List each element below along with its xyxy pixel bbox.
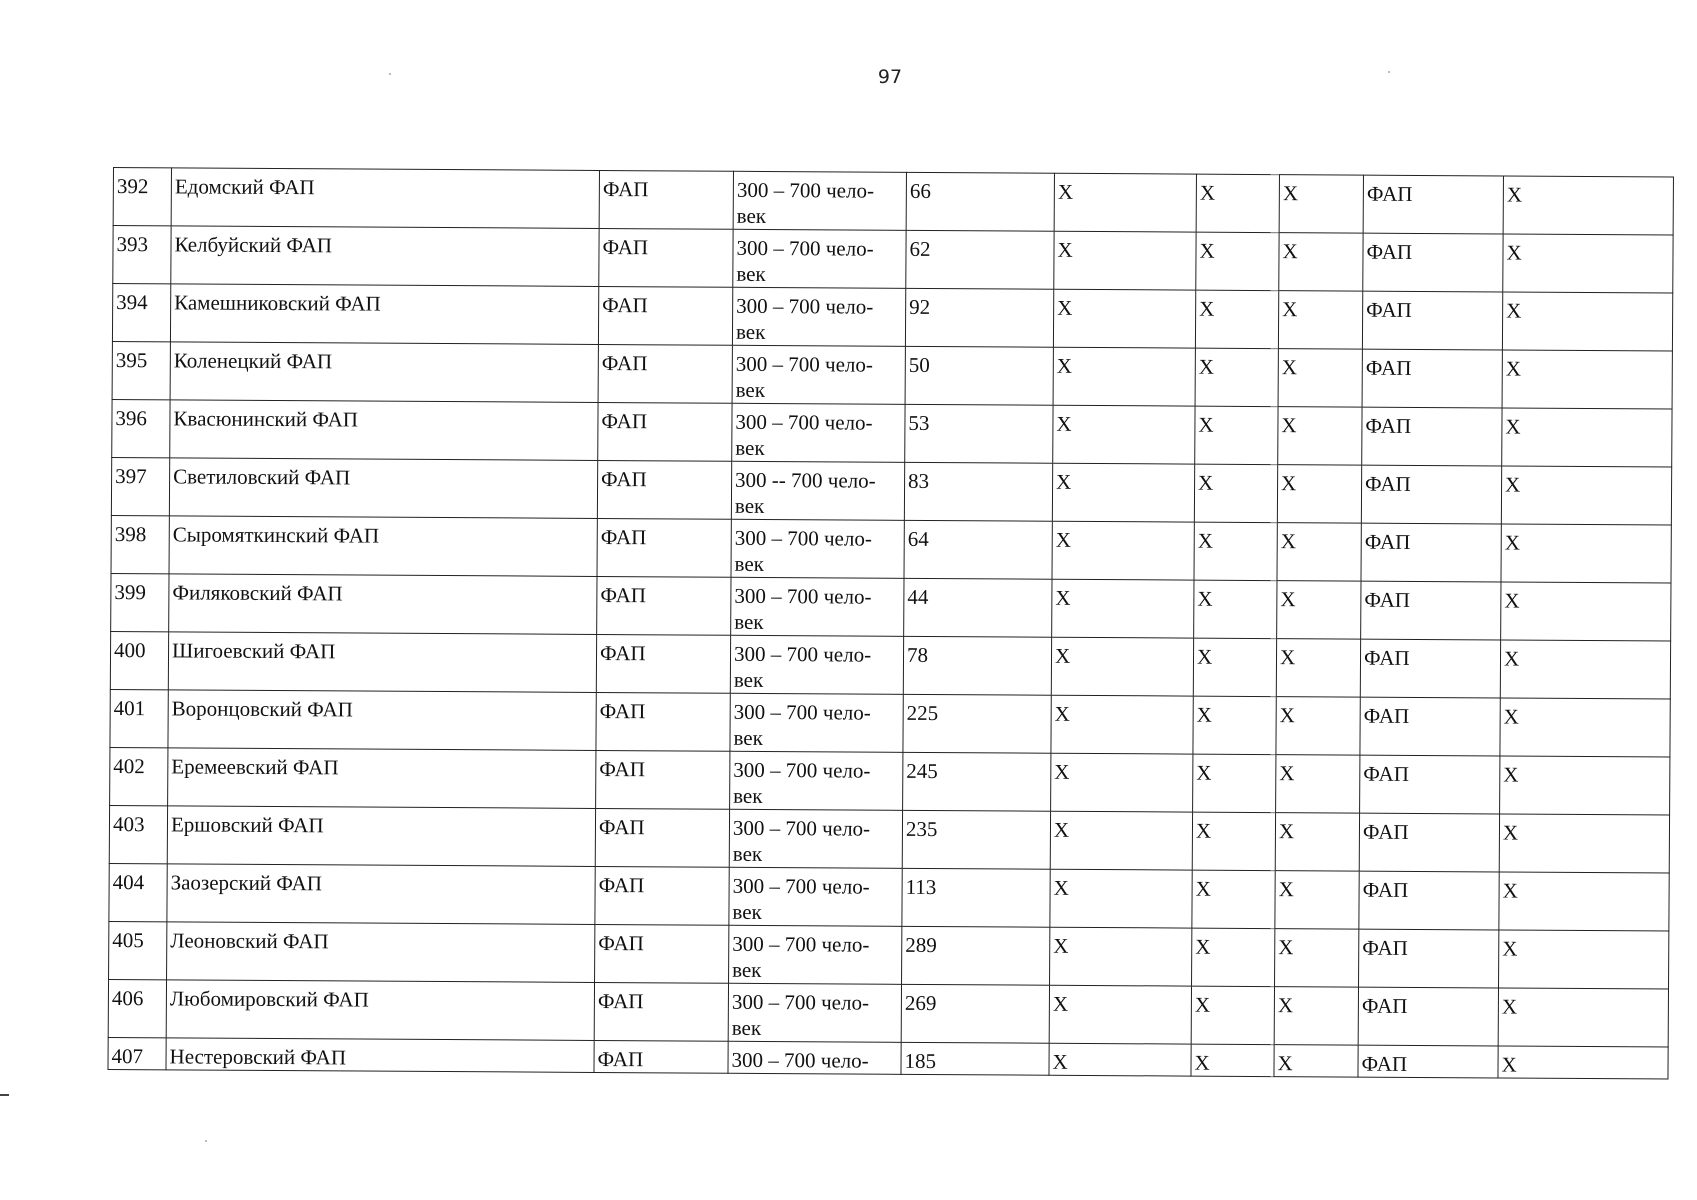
cell-x-4: X — [1501, 582, 1671, 641]
cell-x-1: X — [1053, 405, 1195, 464]
population-range: 300 – 700 чело-век — [733, 171, 906, 230]
cell-x-2: X — [1195, 348, 1278, 407]
row-number: 398 — [111, 515, 169, 573]
facility-type-target: ФАП — [1358, 987, 1498, 1046]
facility-name: Еремеевский ФАП — [168, 748, 596, 809]
cell-x-4: X — [1498, 1046, 1668, 1079]
facility-type: ФАП — [597, 576, 731, 635]
facility-name: Филяковский ФАП — [169, 574, 597, 635]
population-count: 289 — [902, 926, 1050, 985]
population-count: 64 — [904, 520, 1052, 579]
cell-x-4: X — [1503, 234, 1673, 293]
cell-x-3: X — [1279, 233, 1363, 292]
facility-type: ФАП — [598, 344, 732, 403]
cell-x-2: X — [1194, 522, 1277, 581]
population-range: 300 – 700 чело-век — [729, 925, 902, 984]
cell-x-3: X — [1276, 697, 1360, 756]
population-count: 83 — [904, 462, 1052, 521]
population-count: 245 — [903, 752, 1051, 811]
table-row — [110, 747, 1670, 815]
table-row — [113, 226, 1673, 294]
facility-type: ФАП — [594, 1040, 728, 1073]
facility-type-target: ФАП — [1359, 929, 1499, 988]
cell-x-2: X — [1196, 232, 1279, 291]
cell-x-4: X — [1502, 350, 1672, 409]
cell-x-4: X — [1502, 292, 1672, 351]
facility-type-target: ФАП — [1362, 349, 1502, 408]
facility-type-target: ФАП — [1360, 755, 1500, 814]
table-row — [109, 805, 1669, 873]
facility-name: Заозерский ФАП — [167, 864, 595, 925]
table-row — [111, 515, 1671, 583]
cell-x-4: X — [1500, 756, 1670, 815]
scan-speck — [205, 1140, 207, 1142]
facility-name: Леоновский ФАП — [167, 922, 595, 983]
cell-x-3: X — [1278, 291, 1362, 350]
row-number: 393 — [113, 226, 171, 284]
cell-x-2: X — [1192, 928, 1275, 987]
population-range: 300 – 700 чело-век — [729, 809, 902, 868]
facility-type: ФАП — [594, 982, 728, 1041]
population-range: 300 – 700 чело-век — [733, 229, 906, 288]
cell-x-2: X — [1195, 290, 1278, 349]
facility-name: Нестеровский ФАП — [166, 1038, 594, 1073]
table-container — [107, 167, 1672, 1080]
facility-name: Камешниковский ФАП — [170, 284, 598, 345]
facility-type: ФАП — [597, 460, 731, 519]
row-number: 396 — [112, 399, 170, 457]
cell-x-4: X — [1503, 176, 1673, 235]
cell-x-3: X — [1278, 407, 1362, 466]
facility-name: Ершовский ФАП — [167, 806, 595, 867]
cell-x-1: X — [1052, 463, 1194, 522]
population-range: 300 – 700 чело- — [728, 1041, 901, 1074]
cell-x-1: X — [1049, 985, 1191, 1044]
cell-x-1: X — [1051, 753, 1193, 812]
fap-table — [107, 167, 1673, 1080]
cell-x-1: X — [1054, 173, 1196, 232]
cell-x-4: X — [1502, 408, 1672, 467]
cell-x-2: X — [1193, 638, 1276, 697]
cell-x-3: X — [1279, 175, 1363, 234]
cell-x-2: X — [1194, 580, 1277, 639]
cell-x-1: X — [1053, 289, 1195, 348]
cell-x-1: X — [1050, 927, 1192, 986]
row-number: 399 — [111, 573, 169, 631]
population-range: 300 – 700 чело-век — [730, 693, 903, 752]
cell-x-2: X — [1193, 696, 1276, 755]
facility-name: Квасюнинский ФАП — [170, 400, 598, 461]
population-count: 62 — [906, 230, 1054, 289]
cell-x-3: X — [1277, 581, 1361, 640]
cell-x-4: X — [1501, 466, 1671, 525]
facility-type-target: ФАП — [1359, 813, 1499, 872]
cell-x-1: X — [1053, 347, 1195, 406]
row-number: 405 — [109, 921, 167, 979]
table-row — [108, 979, 1668, 1047]
table-row — [111, 457, 1671, 525]
row-number: 404 — [109, 863, 167, 921]
cell-x-3: X — [1274, 987, 1358, 1046]
scan-speck — [1388, 71, 1390, 73]
population-count: 44 — [904, 578, 1052, 637]
row-number: 392 — [113, 168, 171, 226]
row-number: 400 — [110, 631, 168, 689]
facility-type: ФАП — [595, 924, 729, 983]
cell-x-1: X — [1052, 521, 1194, 580]
facility-type-target: ФАП — [1363, 175, 1503, 234]
row-number: 397 — [111, 457, 169, 515]
population-range: 300 – 700 чело-век — [730, 635, 903, 694]
facility-type-target: ФАП — [1362, 407, 1502, 466]
facility-type-target: ФАП — [1360, 697, 1500, 756]
facility-name: Сыромяткинский ФАП — [169, 516, 597, 577]
page-number: 97 — [877, 66, 903, 88]
population-range: 300 – 700 чело-век — [731, 519, 904, 578]
cell-x-2: X — [1195, 406, 1278, 465]
population-count: 269 — [901, 984, 1049, 1043]
cell-x-3: X — [1275, 813, 1359, 872]
cell-x-1: X — [1054, 231, 1196, 290]
facility-name: Шигоевский ФАП — [168, 632, 596, 693]
row-number: 406 — [108, 979, 166, 1037]
population-count: 185 — [901, 1042, 1049, 1075]
row-number: 402 — [110, 747, 168, 805]
facility-type: ФАП — [599, 170, 733, 229]
facility-type-target: ФАП — [1359, 871, 1499, 930]
cell-x-4: X — [1500, 640, 1670, 699]
facility-type: ФАП — [597, 518, 731, 577]
cell-x-3: X — [1276, 639, 1360, 698]
cell-x-2: X — [1192, 812, 1275, 871]
population-count: 113 — [902, 868, 1050, 927]
table-row — [113, 168, 1673, 236]
scan-speck — [389, 73, 391, 75]
cell-x-2: X — [1194, 464, 1277, 523]
cell-x-4: X — [1499, 872, 1669, 931]
facility-type: ФАП — [598, 402, 732, 461]
facility-type-target: ФАП — [1361, 523, 1501, 582]
cell-x-3: X — [1278, 349, 1362, 408]
population-range: 300 -- 700 чело-век — [731, 461, 904, 520]
cell-x-3: X — [1275, 871, 1359, 930]
cell-x-4: X — [1501, 524, 1671, 583]
cell-x-3: X — [1276, 755, 1360, 814]
cell-x-4: X — [1500, 698, 1670, 757]
cell-x-4: X — [1499, 814, 1669, 873]
population-count: 225 — [903, 694, 1051, 753]
facility-type: ФАП — [596, 750, 730, 809]
table-body — [108, 168, 1673, 1080]
facility-type: ФАП — [598, 286, 732, 345]
facility-type: ФАП — [595, 808, 729, 867]
facility-name: Келбуйский ФАП — [171, 226, 599, 287]
cell-x-2: X — [1191, 1044, 1274, 1077]
table-row — [110, 631, 1670, 699]
population-range: 300 – 700 чело-век — [732, 287, 905, 346]
table-row — [111, 573, 1671, 641]
cell-x-3: X — [1277, 523, 1361, 582]
cell-x-3: X — [1275, 929, 1359, 988]
facility-type-target: ФАП — [1363, 233, 1503, 292]
facility-name: Едомский ФАП — [171, 168, 599, 229]
facility-type: ФАП — [596, 634, 730, 693]
population-range: 300 – 700 чело-век — [730, 751, 903, 810]
table-row — [112, 341, 1672, 409]
row-number: 407 — [108, 1037, 166, 1069]
cell-x-3: X — [1274, 1045, 1358, 1078]
row-number: 395 — [112, 341, 170, 399]
facility-name: Коленецкий ФАП — [170, 342, 598, 403]
scan-edge-mark — [0, 1094, 9, 1096]
facility-name: Светиловский ФАП — [169, 458, 597, 519]
facility-type-target: ФАП — [1362, 291, 1502, 350]
population-range: 300 – 700 чело-век — [729, 867, 902, 926]
table-row — [112, 399, 1672, 467]
row-number: 403 — [109, 805, 167, 863]
population-count: 78 — [903, 636, 1051, 695]
population-count: 53 — [905, 404, 1053, 463]
facility-type-target: ФАП — [1358, 1045, 1498, 1078]
cell-x-1: X — [1051, 637, 1193, 696]
facility-type: ФАП — [595, 866, 729, 925]
cell-x-3: X — [1277, 465, 1361, 524]
cell-x-2: X — [1193, 754, 1276, 813]
facility-type-target: ФАП — [1361, 465, 1501, 524]
population-count: 50 — [905, 346, 1053, 405]
population-range: 300 – 700 чело-век — [728, 983, 901, 1042]
cell-x-2: X — [1192, 870, 1275, 929]
table-row — [110, 689, 1670, 757]
facility-type: ФАП — [596, 692, 730, 751]
cell-x-4: X — [1498, 988, 1668, 1047]
facility-type: ФАП — [599, 228, 733, 287]
cell-x-2: X — [1191, 986, 1274, 1045]
cell-x-1: X — [1050, 811, 1192, 870]
cell-x-1: X — [1052, 579, 1194, 638]
population-count: 66 — [906, 172, 1054, 231]
population-range: 300 – 700 чело-век — [731, 577, 904, 636]
facility-name: Любомировский ФАП — [166, 980, 594, 1041]
table-row — [112, 284, 1672, 352]
cell-x-2: X — [1196, 174, 1279, 233]
table-row — [109, 921, 1669, 989]
cell-x-1: X — [1050, 869, 1192, 928]
row-number: 394 — [112, 284, 170, 342]
facility-type-target: ФАП — [1360, 639, 1500, 698]
cell-x-1: X — [1051, 695, 1193, 754]
row-number: 401 — [110, 689, 168, 747]
table-row — [109, 863, 1669, 931]
facility-type-target: ФАП — [1361, 581, 1501, 640]
cell-x-4: X — [1499, 930, 1669, 989]
facility-name: Воронцовский ФАП — [168, 690, 596, 751]
population-range: 300 – 700 чело-век — [732, 345, 905, 404]
cell-x-1: X — [1049, 1043, 1191, 1076]
population-count: 92 — [905, 288, 1053, 347]
population-count: 235 — [902, 810, 1050, 869]
population-range: 300 – 700 чело-век — [732, 403, 905, 462]
